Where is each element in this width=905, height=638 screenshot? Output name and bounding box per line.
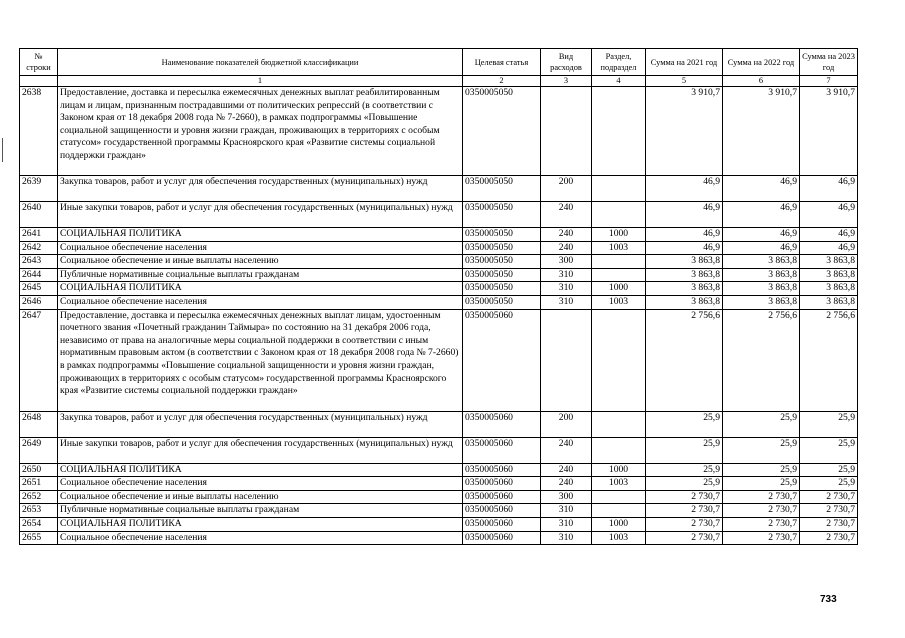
- budget-table: [19, 48, 858, 545]
- row-section: [592, 490, 646, 504]
- row-sum-2023: 2 730,7: [800, 490, 858, 504]
- row-number: 2652: [20, 490, 58, 504]
- row-target-code: 0350005050: [463, 295, 541, 309]
- row-sum-2021: 46,9: [646, 176, 723, 202]
- row-number: 2651: [20, 477, 58, 491]
- row-target-code: 0350005060: [463, 504, 541, 518]
- row-sum-2023: 3 863,8: [800, 268, 858, 282]
- row-target-code: 0350005060: [463, 477, 541, 491]
- row-target-code: 0350005060: [463, 411, 541, 437]
- row-name: Иные закупки товаров, работ и услуг для обеспечения государственных (муниципальных) нужд: [58, 202, 463, 228]
- row-sum-2021: 2 730,7: [646, 490, 723, 504]
- row-sum-2021: 25,9: [646, 463, 723, 477]
- row-sum-2022: 2 756,6: [723, 309, 800, 411]
- table-row: [20, 309, 858, 411]
- row-target-code: 0350005060: [463, 490, 541, 504]
- row-sum-2021: 3 910,7: [646, 87, 723, 176]
- row-target-code: 0350005060: [463, 463, 541, 477]
- header-row-no: № строки: [20, 49, 58, 76]
- header-section: Раздел, подраздел: [592, 49, 646, 76]
- row-expense-type: 200: [541, 176, 592, 202]
- row-name: Иные закупки товаров, работ и услуг для обеспечения государственных (муниципальных) нужд: [58, 437, 463, 463]
- row-name: Социальное обеспечение населения: [58, 295, 463, 309]
- row-target-code: 0350005050: [463, 87, 541, 176]
- row-target-code: 0350005050: [463, 282, 541, 296]
- row-expense-type: 240: [541, 477, 592, 491]
- row-sum-2022: 3 863,8: [723, 268, 800, 282]
- row-number: 2646: [20, 295, 58, 309]
- row-sum-2021: 3 863,8: [646, 282, 723, 296]
- row-sum-2023: 46,9: [800, 241, 858, 255]
- row-name: СОЦИАЛЬНАЯ ПОЛИТИКА: [58, 517, 463, 531]
- row-sum-2022: 3 863,8: [723, 295, 800, 309]
- row-number: 2653: [20, 504, 58, 518]
- table-row: [20, 490, 858, 504]
- row-sum-2022: 2 730,7: [723, 517, 800, 531]
- table-row: [20, 202, 858, 228]
- row-expense-type: 240: [541, 202, 592, 228]
- row-sum-2021: 2 756,6: [646, 309, 723, 411]
- row-number: 2650: [20, 463, 58, 477]
- row-name: СОЦИАЛЬНАЯ ПОЛИТИКА: [58, 463, 463, 477]
- page-number: 733: [820, 594, 837, 605]
- table-row: [20, 463, 858, 477]
- row-expense-type: 240: [541, 463, 592, 477]
- row-sum-2022: 3 863,8: [723, 255, 800, 269]
- row-sum-2021: 25,9: [646, 437, 723, 463]
- row-expense-type: 310: [541, 517, 592, 531]
- row-sum-2021: 2 730,7: [646, 504, 723, 518]
- row-expense-type: [541, 309, 592, 411]
- row-expense-type: 310: [541, 504, 592, 518]
- table-row: [20, 477, 858, 491]
- column-number: 7: [800, 76, 858, 87]
- row-sum-2022: 46,9: [723, 228, 800, 242]
- column-number: [20, 76, 58, 87]
- row-sum-2023: 25,9: [800, 411, 858, 437]
- table-row: [20, 282, 858, 296]
- table-row: [20, 87, 858, 176]
- table-row: [20, 517, 858, 531]
- row-name: Предоставление, доставка и пересылка ежемесячных денежных выплат лицам, удостоенным почетного звания «Почетный гражданин Таймыра» по состоянию на 31 декабря 2006 года, независимо от права на аналогичные меры социальной поддержки в соответствии с иным нормативным правовым актом (в соответствии с Законом края от 18 декабря 2008 года № 7-2660) в рамках подпрограммы «Повышение социальной защищенности и уровня жизни граждан, проживающих в территориях с особым статусом» государственной программы Красноярского края «Развитие системы социальной поддержки граждан»: [58, 309, 463, 411]
- row-target-code: 0350005060: [463, 531, 541, 545]
- row-sum-2022: 2 730,7: [723, 490, 800, 504]
- row-section: 1003: [592, 295, 646, 309]
- row-number: 2645: [20, 282, 58, 296]
- row-expense-type: 240: [541, 437, 592, 463]
- row-section: 1003: [592, 477, 646, 491]
- row-expense-type: 300: [541, 490, 592, 504]
- row-number: 2638: [20, 87, 58, 176]
- row-sum-2023: 3 863,8: [800, 255, 858, 269]
- row-sum-2023: 46,9: [800, 176, 858, 202]
- row-sum-2023: 2 756,6: [800, 309, 858, 411]
- row-sum-2023: 25,9: [800, 477, 858, 491]
- row-sum-2021: 46,9: [646, 228, 723, 242]
- row-expense-type: 240: [541, 228, 592, 242]
- header-sum-2021: Сумма на 2021 год: [646, 49, 723, 76]
- row-target-code: 0350005050: [463, 202, 541, 228]
- column-number: 4: [592, 76, 646, 87]
- row-sum-2022: 46,9: [723, 202, 800, 228]
- row-expense-type: 310: [541, 531, 592, 545]
- margin-mark: [2, 138, 3, 162]
- row-target-code: 0350005050: [463, 176, 541, 202]
- column-number: 6: [723, 76, 800, 87]
- row-name: Предоставление, доставка и пересылка ежемесячных денежных выплат реабилитированным лицам и лицам, признанным пострадавшими от политических репрессий (в соответствии с Законом края от 18 декабря 2008 года № 7-2660), в рамках подпрограммы «Повышение социальной защищенности и уровня жизни граждан, проживающих в территориях с особым статусом» государственной программы Красноярского края «Развитие системы социальной поддержки граждан»: [58, 87, 463, 176]
- row-expense-type: 200: [541, 411, 592, 437]
- row-sum-2021: 3 863,8: [646, 268, 723, 282]
- row-section: [592, 504, 646, 518]
- row-number: 2643: [20, 255, 58, 269]
- row-sum-2023: 25,9: [800, 437, 858, 463]
- column-number: 2: [463, 76, 541, 87]
- row-number: 2640: [20, 202, 58, 228]
- row-target-code: 0350005060: [463, 437, 541, 463]
- row-name: Социальное обеспечение и иные выплаты населению: [58, 490, 463, 504]
- column-number: 3: [541, 76, 592, 87]
- row-target-code: 0350005060: [463, 309, 541, 411]
- row-expense-type: 300: [541, 255, 592, 269]
- table-row: [20, 241, 858, 255]
- row-number: 2641: [20, 228, 58, 242]
- table-body: [20, 87, 858, 545]
- row-expense-type: 310: [541, 295, 592, 309]
- row-name: Социальное обеспечение населения: [58, 241, 463, 255]
- row-expense-type: 240: [541, 241, 592, 255]
- row-section: 1003: [592, 241, 646, 255]
- row-name: Социальное обеспечение населения: [58, 477, 463, 491]
- row-number: 2642: [20, 241, 58, 255]
- row-sum-2022: 25,9: [723, 437, 800, 463]
- row-name: Закупка товаров, работ и услуг для обеспечения государственных (муниципальных) нужд: [58, 411, 463, 437]
- row-sum-2022: 25,9: [723, 411, 800, 437]
- row-name: Закупка товаров, работ и услуг для обеспечения государственных (муниципальных) нужд: [58, 176, 463, 202]
- table-row: [20, 437, 858, 463]
- row-number: 2649: [20, 437, 58, 463]
- row-target-code: 0350005050: [463, 268, 541, 282]
- row-sum-2022: 25,9: [723, 463, 800, 477]
- table-row: [20, 176, 858, 202]
- row-section: [592, 309, 646, 411]
- row-sum-2023: 25,9: [800, 463, 858, 477]
- row-sum-2021: 2 730,7: [646, 531, 723, 545]
- row-expense-type: 310: [541, 282, 592, 296]
- row-number: 2644: [20, 268, 58, 282]
- row-sum-2021: 25,9: [646, 411, 723, 437]
- row-section: [592, 268, 646, 282]
- row-sum-2021: 2 730,7: [646, 517, 723, 531]
- row-sum-2021: 46,9: [646, 202, 723, 228]
- row-sum-2021: 46,9: [646, 241, 723, 255]
- table-row: [20, 411, 858, 437]
- row-section: [592, 411, 646, 437]
- row-section: [592, 87, 646, 176]
- row-sum-2021: 3 863,8: [646, 255, 723, 269]
- row-name: Социальное обеспечение и иные выплаты населению: [58, 255, 463, 269]
- table-row: [20, 295, 858, 309]
- row-sum-2023: 2 730,7: [800, 504, 858, 518]
- row-target-code: 0350005050: [463, 241, 541, 255]
- row-expense-type: 310: [541, 268, 592, 282]
- row-number: 2654: [20, 517, 58, 531]
- row-name: СОЦИАЛЬНАЯ ПОЛИТИКА: [58, 228, 463, 242]
- row-section: 1000: [592, 463, 646, 477]
- header-sum-2022: Сумма на 2022 год: [723, 49, 800, 76]
- row-number: 2648: [20, 411, 58, 437]
- table-row: [20, 531, 858, 545]
- row-name: Публичные нормативные социальные выплаты гражданам: [58, 268, 463, 282]
- row-section: [592, 176, 646, 202]
- header-target: Целевая статья: [463, 49, 541, 76]
- header-sum-2023: Сумма на 2023 год: [800, 49, 858, 76]
- column-number: 1: [58, 76, 463, 87]
- row-name: Социальное обеспечение населения: [58, 531, 463, 545]
- column-number: 5: [646, 76, 723, 87]
- row-section: 1000: [592, 282, 646, 296]
- row-sum-2022: 25,9: [723, 477, 800, 491]
- table-row: [20, 255, 858, 269]
- row-section: 1000: [592, 228, 646, 242]
- row-sum-2022: 46,9: [723, 176, 800, 202]
- column-number-row: [20, 76, 858, 87]
- header-row: [20, 49, 858, 76]
- row-sum-2022: 46,9: [723, 241, 800, 255]
- row-number: 2655: [20, 531, 58, 545]
- row-section: [592, 202, 646, 228]
- row-sum-2023: 3 863,8: [800, 282, 858, 296]
- row-expense-type: [541, 87, 592, 176]
- table-row: [20, 504, 858, 518]
- table-row: [20, 268, 858, 282]
- row-target-code: 0350005050: [463, 228, 541, 242]
- row-target-code: 0350005060: [463, 517, 541, 531]
- row-sum-2021: 3 863,8: [646, 295, 723, 309]
- table-row: [20, 228, 858, 242]
- row-target-code: 0350005050: [463, 255, 541, 269]
- row-section: [592, 255, 646, 269]
- row-sum-2023: 2 730,7: [800, 531, 858, 545]
- row-sum-2023: 46,9: [800, 228, 858, 242]
- header-name: Наименование показателей бюджетной классификации: [58, 49, 463, 76]
- row-sum-2023: 3 863,8: [800, 295, 858, 309]
- row-number: 2639: [20, 176, 58, 202]
- row-sum-2023: 2 730,7: [800, 517, 858, 531]
- row-name: Публичные нормативные социальные выплаты гражданам: [58, 504, 463, 518]
- row-sum-2022: 2 730,7: [723, 504, 800, 518]
- row-sum-2022: 3 863,8: [723, 282, 800, 296]
- header-expense-type: Вид расходов: [541, 49, 592, 76]
- row-section: [592, 437, 646, 463]
- row-sum-2022: 2 730,7: [723, 531, 800, 545]
- row-number: 2647: [20, 309, 58, 411]
- row-section: 1000: [592, 517, 646, 531]
- row-sum-2022: 3 910,7: [723, 87, 800, 176]
- row-sum-2021: 25,9: [646, 477, 723, 491]
- row-section: 1003: [592, 531, 646, 545]
- row-sum-2023: 46,9: [800, 202, 858, 228]
- row-sum-2023: 3 910,7: [800, 87, 858, 176]
- row-name: СОЦИАЛЬНАЯ ПОЛИТИКА: [58, 282, 463, 296]
